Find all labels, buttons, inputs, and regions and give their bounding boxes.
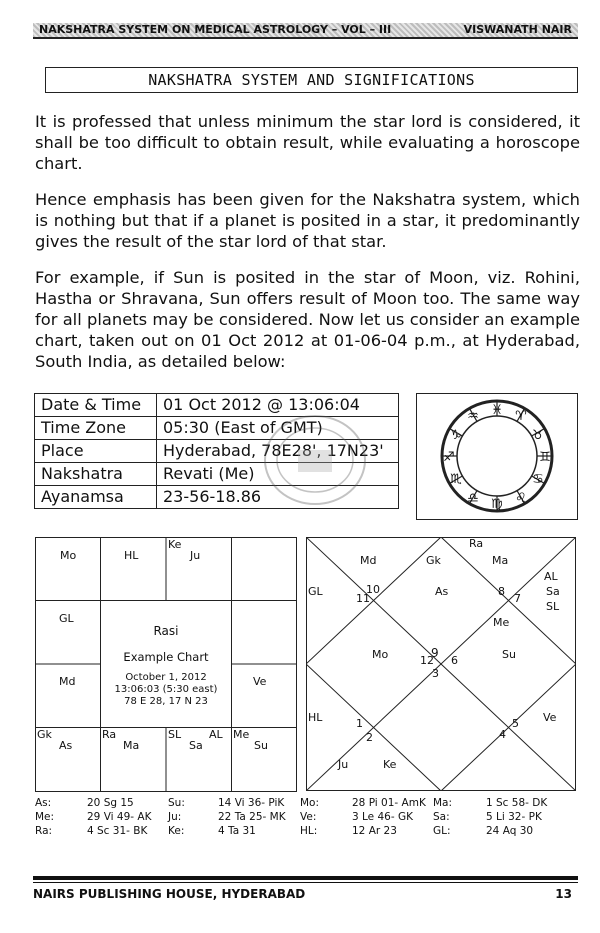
house-num-6: 6: [451, 654, 458, 667]
section-title: NAKSHATRA SYSTEM AND SIGNIFICATIONS: [45, 67, 578, 93]
planet-value: 5 Li 32- PK: [486, 811, 542, 823]
paragraph-1: It is professed that unless minimum the star lord is considered, it shall be too difficult to obtain result, while evaluating a horoscope chart.: [35, 112, 580, 173]
header-author: VISWANATH NAIR: [463, 23, 572, 36]
svg-text:♉: ♉: [532, 428, 544, 443]
planet-label: HL:: [300, 825, 318, 837]
paragraph-2: Hence emphasis has been given for the Nakshatra system, which is nothing but that if a planet is posited in a star, it predominantly gives the result of the star lord of that star.: [35, 190, 580, 251]
row-value: Hyderabad, 78E28', 17N23': [157, 440, 399, 463]
positions-row: [35, 824, 580, 838]
page-number: 13: [555, 887, 572, 901]
planet-value: 4 Ta 31: [218, 825, 256, 837]
svg-text:♑: ♑: [450, 428, 462, 443]
cell-al: AL: [209, 728, 223, 741]
positions-row: [35, 796, 580, 810]
planet-value: 3 Le 46- GK: [352, 811, 413, 823]
row-key: Time Zone: [35, 417, 157, 440]
house-num-11: 11: [356, 592, 370, 605]
house-num-1: 1: [356, 717, 363, 730]
rasi-subtitle: Example Chart: [123, 650, 209, 664]
house-ju: Ju: [338, 758, 349, 771]
house-num-3: 3: [432, 667, 439, 680]
rasi-coords: 78 E 28, 17 N 23: [124, 696, 208, 707]
planet-label: Sa:: [433, 811, 450, 823]
house-ke: Ke: [383, 758, 397, 771]
svg-text:♐: ♐: [443, 450, 455, 465]
planet-label: Ma:: [433, 797, 453, 809]
house-sl: SL: [546, 600, 560, 613]
footer-rule: [33, 876, 578, 880]
planet-positions: [35, 796, 580, 838]
planet-value: 29 Vi 49- AK: [87, 811, 152, 823]
row-key: Ayanamsa: [35, 486, 157, 509]
footer-rule-thin: [33, 882, 578, 883]
svg-text:♏: ♏: [450, 472, 462, 487]
house-num-9: 9: [431, 646, 439, 660]
cell-sl: SL: [168, 728, 182, 741]
paragraph-3: For example, if Sun is posited in the star of Moon, viz. Rohini, Hastha or Shravana, Sun offers result of Moon too. The same way for all planets may be considered. Now let us consider an example chart, taken out on 01 Oct 2012 at 01-06-04 p.m., at Hyderabad, South India, as detailed below:: [35, 268, 580, 371]
cell-gl: GL: [59, 612, 74, 625]
house-sa: Sa: [546, 585, 560, 598]
svg-text:♋: ♋: [532, 472, 544, 487]
planet-value: 4 Sc 31- BK: [87, 825, 148, 837]
footer-publisher: NAIRS PUBLISHING HOUSE, HYDERABAD: [33, 887, 306, 901]
house-num-4: 4: [499, 728, 506, 741]
positions-row: [35, 810, 580, 824]
cell-md: Md: [59, 675, 76, 688]
svg-text:♍: ♍: [491, 497, 503, 512]
cell-as: As: [59, 739, 73, 752]
svg-text:♈: ♈: [515, 409, 527, 424]
house-num-10: 10: [366, 583, 380, 596]
svg-text:♌: ♌: [515, 491, 527, 506]
house-num-2: 2: [366, 731, 373, 744]
cell-gk: Gk: [37, 728, 52, 741]
row-key: Date & Time: [35, 394, 157, 417]
cell-ke: Ke: [168, 538, 182, 551]
row-value: 05:30 (East of GMT): [157, 417, 399, 440]
zodiac-wheel-icon: [417, 394, 577, 519]
cell-sa: Sa: [189, 739, 203, 752]
svg-text:♓: ♓: [491, 403, 503, 418]
house-md: Md: [360, 554, 377, 567]
planet-value: 20 Sg 15: [87, 797, 134, 809]
house-me: Me: [493, 616, 510, 629]
row-value: 23-56-18.86: [157, 486, 399, 509]
planet-label: GL:: [433, 825, 451, 837]
house-mo: Mo: [372, 648, 389, 661]
planet-label: As:: [35, 797, 52, 809]
row-key: Place: [35, 440, 157, 463]
cell-hl: HL: [124, 549, 139, 562]
rasi-time: 13:06:03 (5:30 east): [114, 684, 218, 695]
house-ma: Ma: [492, 554, 509, 567]
planet-value: 1 Sc 58- DK: [486, 797, 548, 809]
planet-label: Ke:: [168, 825, 185, 837]
cell-me: Me: [233, 728, 250, 741]
svg-text:♎: ♎: [467, 491, 479, 506]
planet-label: Mo:: [300, 797, 320, 809]
publisher-stamp: [260, 410, 370, 510]
row-value: 01 Oct 2012 @ 13:06:04: [157, 394, 399, 417]
house-ra: Ra: [469, 537, 484, 550]
svg-text:♊: ♊: [539, 450, 551, 465]
house-gk: Gk: [426, 554, 441, 567]
house-su: Su: [502, 648, 516, 661]
row-value: Revati (Me): [157, 463, 399, 486]
house-as: As: [435, 585, 449, 598]
zodiac-wheel-box: [416, 393, 578, 520]
cell-mo: Mo: [60, 549, 77, 562]
cell-ma: Ma: [123, 739, 140, 752]
rasi-chart-south: [35, 537, 297, 792]
house-hl: HL: [308, 711, 323, 724]
house-num-7: 7: [514, 592, 521, 605]
planet-label: Ve:: [300, 811, 317, 823]
planet-label: Me:: [35, 811, 55, 823]
cell-ra: Ra: [102, 728, 117, 741]
cell-su: Su: [254, 739, 268, 752]
rasi-title: Rasi: [153, 624, 179, 638]
row-key: Nakshatra: [35, 463, 157, 486]
planet-label: Ju:: [168, 811, 182, 823]
cell-ju: Ju: [190, 549, 201, 562]
north-chart: [306, 537, 576, 791]
house-al: AL: [544, 570, 558, 583]
rasi-center: [101, 601, 231, 727]
running-header: [33, 23, 578, 39]
svg-text:♒: ♒: [467, 409, 479, 424]
planet-value: 28 Pi 01- AmK: [352, 797, 426, 809]
house-ve: Ve: [543, 711, 557, 724]
rasi-date: October 1, 2012: [125, 672, 207, 683]
house-num-12: 12: [420, 654, 434, 667]
header-book-title: NAKSHATRA SYSTEM ON MEDICAL ASTROLOGY – VOL – III: [39, 23, 392, 36]
north-chart-grid: [306, 537, 576, 791]
planet-value: 24 Aq 30: [486, 825, 534, 837]
planet-value: 14 Vi 36- PiK: [218, 797, 285, 809]
house-gl: GL: [308, 585, 323, 598]
planet-label: Su:: [168, 797, 185, 809]
planet-label: Ra:: [35, 825, 53, 837]
cell-ve: Ve: [253, 675, 267, 688]
house-num-5: 5: [512, 717, 519, 730]
planet-value: 12 Ar 23: [352, 825, 397, 837]
planet-value: 22 Ta 25- MK: [218, 811, 286, 823]
house-num-8: 8: [498, 585, 505, 598]
